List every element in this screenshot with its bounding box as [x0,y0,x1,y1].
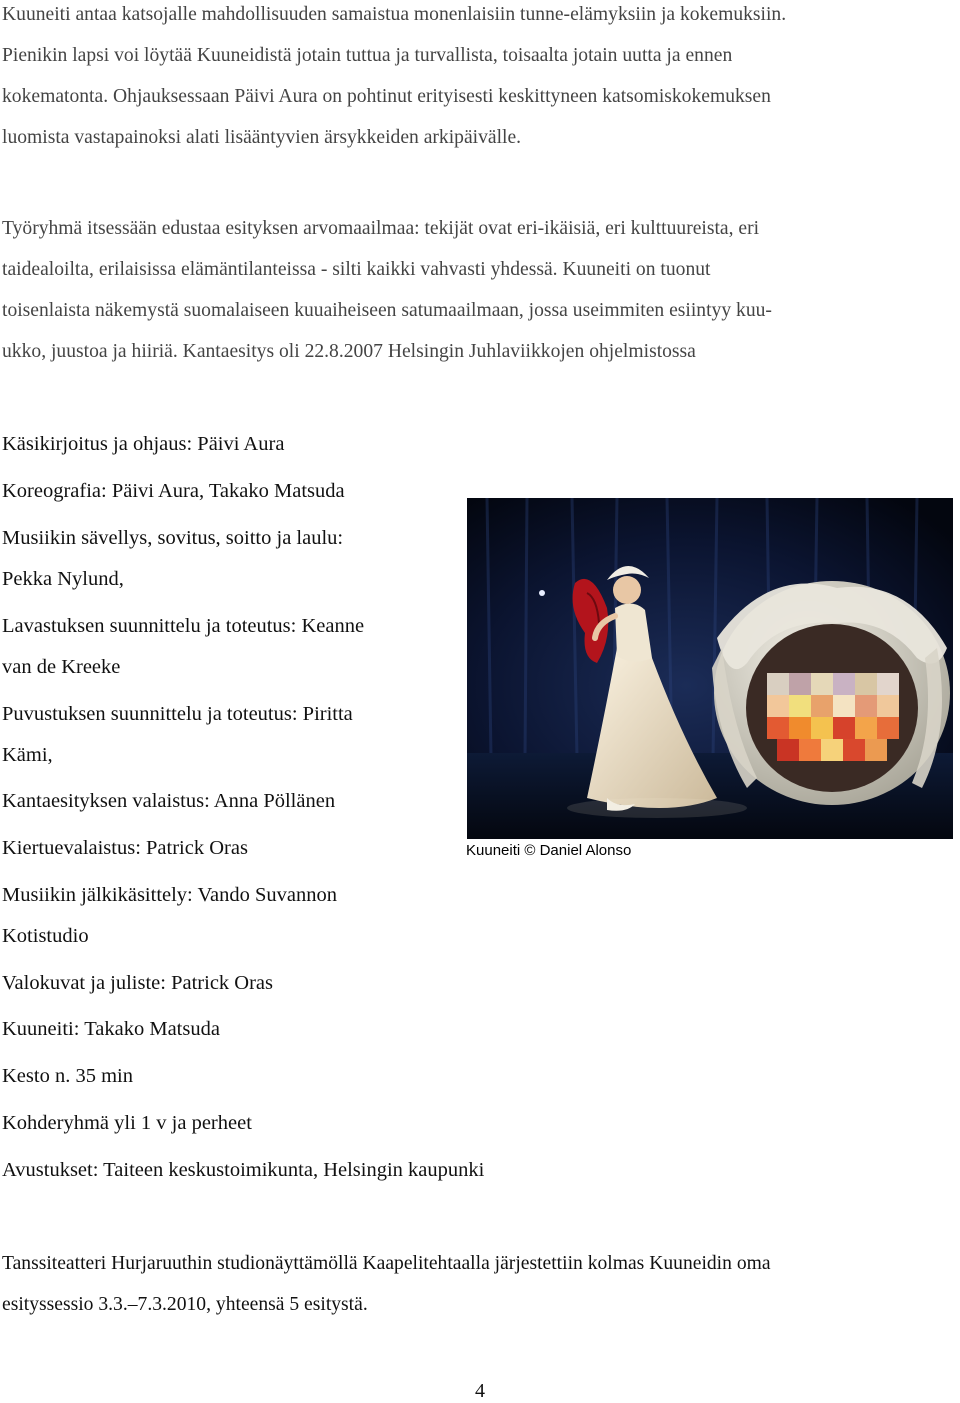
tour-paragraph [2,1243,952,1325]
credit-line: Avustukset: Taiteen keskustoimikunta, Helsingin kaupunki [2,1159,485,1181]
credit-line: Kantaesityksen valaistus: Anna Pöllänen [2,790,336,812]
credit-line: Musiikin jälkikäsittely: Vando Suvannon [2,884,338,906]
credit-line: Pekka Nylund, [2,568,124,590]
photo-caption: Kuuneiti © Daniel Alonso [466,842,632,859]
credit-line: Kämi, [2,744,53,766]
stage-scene-illustration [467,498,953,839]
text-line: kokematonta. Ohjauksessaan Päivi Aura on pohtinut erityisesti keskittyneen katsomiskokemuksen [2,86,771,107]
credit-line: Kohderyhmä yli 1 v ja perheet [2,1112,252,1134]
credit-line: Puvustuksen suunnittelu ja toteutus: Piritta [2,703,353,725]
credit-line: Kiertuevalaistus: Patrick Oras [2,837,248,859]
text-line: esityssessio 3.3.–7.3.2010, yhteensä 5 esitystä. [2,1294,368,1315]
text-line: toisenlaista näkemystä suomalaiseen kuuaiheiseen satumaailmaan, jossa useimmiten esiintyy kuu- [2,300,772,321]
text-line: Kuuneiti antaa katsojalle mahdollisuuden samaistua monenlaisiin tunne-elämyksiin ja kokemuksiin. [2,4,787,25]
intro-paragraph [2,0,952,158]
credit-line: Lavastuksen suunnittelu ja toteutus: Keanne [2,615,365,637]
text-line: Pienikin lapsi voi löytää Kuuneidistä jotain tuttua ja turvallista, toisaalta jotain uutta ja ennen [2,45,733,66]
team-paragraph [2,208,952,372]
page-number: 4 [475,1380,485,1402]
credit-line: Kesto n. 35 min [2,1065,133,1087]
credit-line: Kotistudio [2,925,89,947]
credit-line: Koreografia: Päivi Aura, Takako Matsuda [2,480,345,502]
credit-line: Käsikirjoitus ja ohjaus: Päivi Aura [2,433,285,455]
text-line: Työryhmä itsessään edustaa esityksen arvomaailmaa: tekijät ovat eri-ikäisiä, eri kulttuureista, eri [2,218,760,239]
performance-photo [467,498,953,839]
credit-line: Kuuneiti: Takako Matsuda [2,1018,220,1040]
text-line: Tanssiteatteri Hurjaruuthin studionäyttämöllä Kaapelitehtaalla järjestettiin kolmas Kuuneidin oma [2,1253,771,1274]
text-line: ukko, juustoa ja hiiriä. Kantaesitys oli 22.8.2007 Helsingin Juhlaviikkojen ohjelmistossa [2,341,696,362]
credit-line: Musiikin sävellys, sovitus, soitto ja laulu: [2,527,344,549]
text-line: taidealoilta, erilaisissa elämäntilanteissa - silti kaikki vahvasti yhdessä. Kuuneiti on tuonut [2,259,711,280]
text-line: luomista vastapainoksi alati lisääntyvien ärsykkeiden arkipäivälle. [2,127,522,148]
credit-line: Valokuvat ja juliste: Patrick Oras [2,972,273,994]
credit-line: van de Kreeke [2,656,121,678]
